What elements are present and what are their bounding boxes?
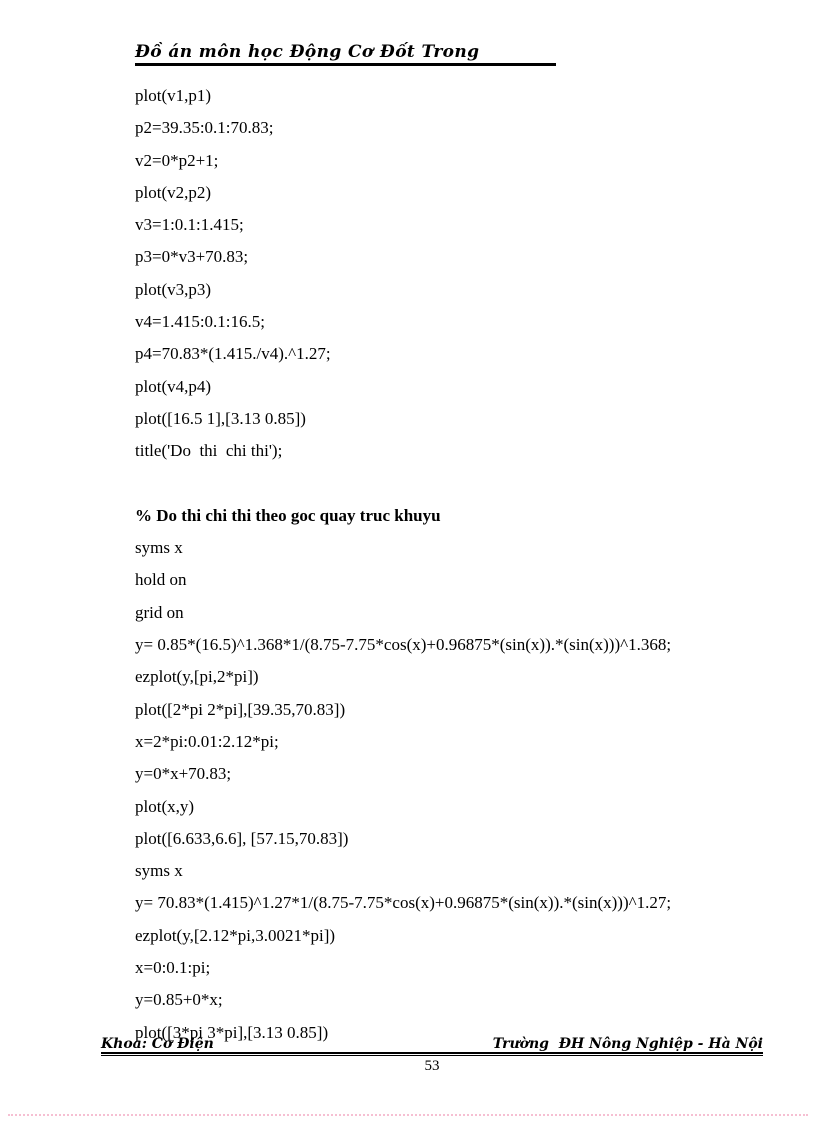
code-line: y=0.85+0*x; [135, 990, 223, 1010]
code-line: grid on [135, 602, 184, 622]
code-line: plot(v2,p2) [135, 182, 212, 202]
page-header [135, 42, 556, 66]
page-footer [101, 1036, 763, 1075]
code-line: plot([16.5 1],[3.13 0.85]) [135, 408, 306, 428]
footer-university: Trường ĐH Nông Nghiệp - Hà Nội [492, 1036, 763, 1052]
code-line: y=0*x+70.83; [135, 764, 232, 784]
code-line: x=2*pi:0.01:2.12*pi; [135, 731, 279, 751]
code-line: plot(v1,p1) [135, 86, 212, 105]
code-line: y= 0.85*(16.5)^1.368*1/(8.75-7.75*cos(x)+0.96875*(sin(x)).*(sin(x)))^1.368; [135, 635, 672, 655]
page-break-separator [8, 1114, 808, 1116]
code-listing [135, 80, 775, 1049]
code-line: plot([2*pi 2*pi],[39.35,70.83]) [135, 699, 346, 719]
code-line: hold on [135, 570, 187, 590]
code-line: plot([3*pi 3*pi],[3.13 0.85]) [135, 1022, 329, 1042]
code-line: v4=1.415:0.1:16.5; [135, 312, 266, 332]
code-line: p4=70.83*(1.415./v4).^1.27; [135, 344, 331, 364]
footer-department: Khoa: Cơ Điện [101, 1036, 214, 1052]
footer-rule-thin [101, 1055, 763, 1056]
blank-line [135, 468, 775, 500]
code-line: y= 70.83*(1.415)^1.27*1/(8.75-7.75*cos(x)+0.96875*(sin(x)).*(sin(x)))^1.27; [135, 893, 672, 913]
code-line: ezplot(y,[2.12*pi,3.0021*pi]) [135, 925, 336, 945]
code-line: plot(x,y) [135, 796, 195, 816]
comment-heading: % Do thi chi thi theo goc quay truc khuyu [135, 505, 441, 525]
code-line: x=0:0.1:pi; [135, 958, 211, 978]
code-line: plot([6.633,6.6], [57.15,70.83]) [135, 828, 349, 848]
code-line: v3=1:0.1:1.415; [135, 215, 244, 235]
code-line: syms x [135, 861, 183, 881]
code-line: ezplot(y,[pi,2*pi]) [135, 667, 259, 687]
code-line: title('Do thi chi thi'); [135, 441, 283, 461]
code-line: p2=39.35:0.1:70.83; [135, 118, 274, 138]
footer-rule [101, 1036, 763, 1054]
code-line: syms x [135, 538, 183, 558]
code-line: plot(v4,p4) [135, 376, 212, 396]
page-number: 53 [424, 1058, 440, 1074]
header-title: Đồ án môn học Động Cơ Đốt Trong [135, 42, 480, 62]
code-line: p3=0*v3+70.83; [135, 247, 249, 267]
code-line: v2=0*p2+1; [135, 150, 219, 170]
code-line: plot(v3,p3) [135, 279, 212, 299]
